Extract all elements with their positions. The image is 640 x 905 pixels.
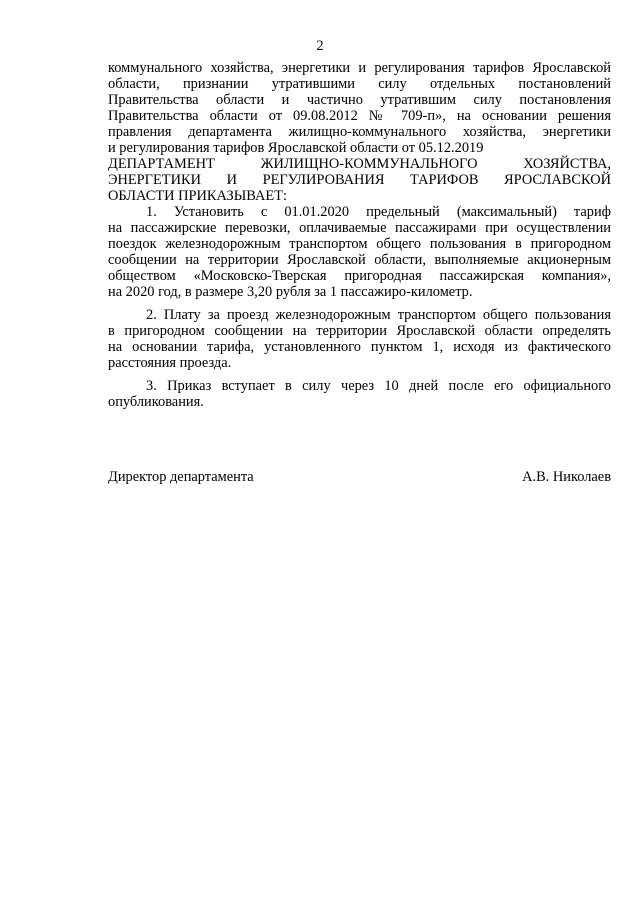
page-number: 2 [316, 38, 324, 54]
heading-line: ДЕПАРТАМЕНТ ЖИЛИЩНО-КОММУНАЛЬНОГО ХОЗЯЙСТВА, [108, 156, 611, 172]
signatory-position: Директор департамента [108, 469, 254, 485]
item-line: обществом «Московско-Тверская пригородная пассажирская компания», [108, 268, 611, 284]
item-line: в пригородном сообщении на территории Ярославской области определять [108, 323, 611, 339]
heading-line: ОБЛАСТИ ПРИКАЗЫВАЕТ: [108, 188, 287, 204]
preamble-line: коммунального хозяйства, энергетики и регулирования тарифов Ярославской [108, 60, 611, 76]
preamble-paragraph [108, 60, 611, 156]
item-line: поездок железнодорожным транспортом общего пользования в пригородном [108, 236, 611, 252]
item-3-paragraph [108, 378, 611, 410]
preamble-line: Правительства области от 09.08.2012 № 709-п», на основании решения [108, 108, 611, 124]
item-line: 2. Плату за проезд железнодорожным транспортом общего пользования [146, 307, 611, 323]
preamble-line: и регулирования тарифов Ярославской области от 05.12.2019 [108, 140, 484, 156]
item-line: на 2020 год, в размере 3,20 рубля за 1 пассажиро-километр. [108, 284, 473, 300]
item-line: 1. Установить с 01.01.2020 предельный (максимальный) тариф [146, 204, 611, 220]
item-line: сообщении на территории Ярославской области, выполняемые акционерным [108, 252, 611, 268]
heading-line: ЭНЕРГЕТИКИ И РЕГУЛИРОВАНИЯ ТАРИФОВ ЯРОСЛАВСКОЙ [108, 172, 611, 188]
item-line: на основании тарифа, установленного пунктом 1, исходя из фактического [108, 339, 611, 355]
item-1-paragraph [108, 204, 611, 300]
document-body [108, 60, 611, 410]
preamble-line: области, признании утратившими силу отдельных постановлений [108, 76, 611, 92]
preamble-line: Правительства области и частично утратившим силу постановления [108, 92, 611, 108]
order-heading [108, 156, 611, 204]
signatory-name: А.В. Николаев [522, 469, 611, 485]
signature-block [108, 469, 611, 485]
item-line: расстояния проезда. [108, 355, 232, 371]
item-line: 3. Приказ вступает в силу через 10 дней после его официального [146, 378, 611, 394]
preamble-line: правления департамента жилищно-коммунального хозяйства, энергетики [108, 124, 611, 140]
item-line: на пассажирские перевозки, оплачиваемые пассажирами при осуществлении [108, 220, 611, 236]
item-2-paragraph [108, 307, 611, 371]
item-line: опубликования. [108, 394, 204, 410]
